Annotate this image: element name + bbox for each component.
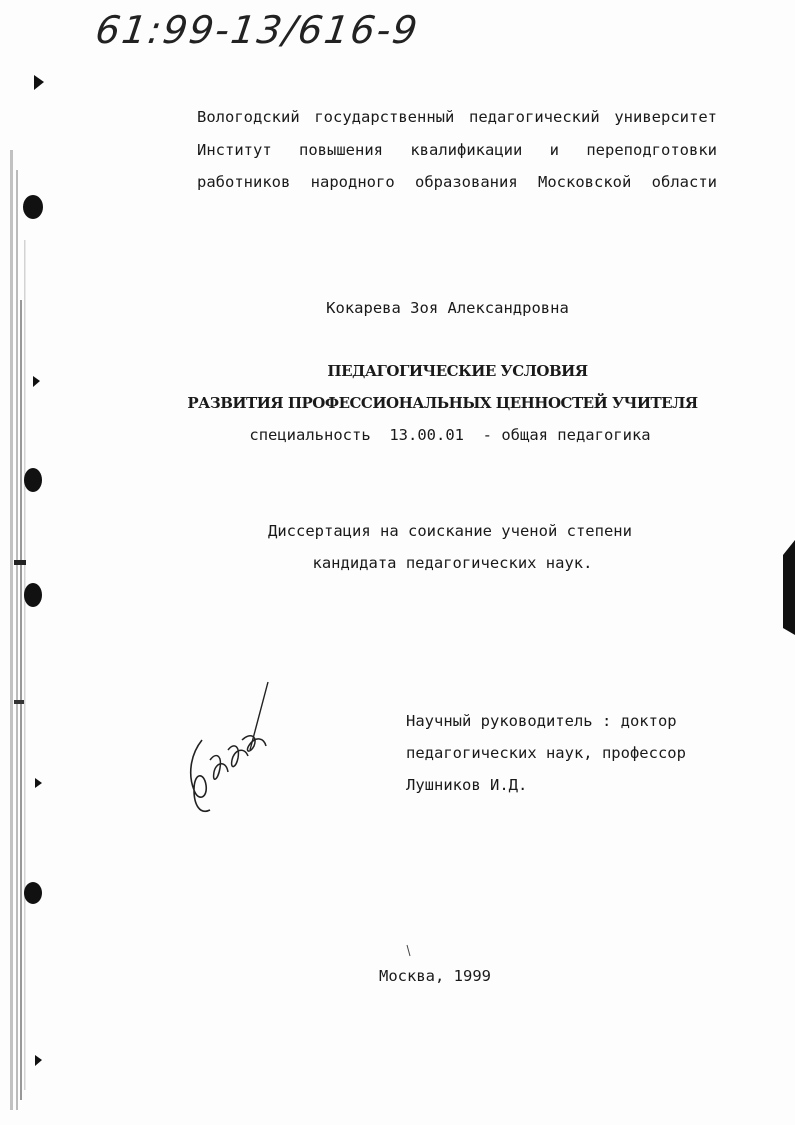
advisor-line-1: Научный руководитель : доктор bbox=[406, 712, 677, 730]
advisor-line-2: педагогических наук, профессор bbox=[406, 744, 686, 762]
specialty: специальность 13.00.01 - общая педагогика bbox=[249, 426, 651, 444]
degree-line-1: Диссертация на соискание ученой степени bbox=[268, 522, 632, 540]
author-name: Кокарева Зоя Александровна bbox=[326, 299, 569, 317]
title-line-1: ПЕДАГОГИЧЕСКИЕ УСЛОВИЯ bbox=[327, 362, 588, 380]
advisor-line-3: Лушников И.Д. bbox=[406, 776, 528, 794]
place-and-year: Москва, 1999 bbox=[379, 967, 491, 985]
degree-line-2: кандидата педагогических наук. bbox=[312, 554, 593, 572]
archive-code: 61:99-13/616-9 bbox=[92, 8, 422, 52]
scan-tick-mark bbox=[406, 944, 412, 958]
institution-line-2: Институт повышения квалификации и переподготовки bbox=[197, 141, 717, 159]
institution-line-3: работников народного образования Московской области bbox=[197, 173, 717, 191]
handwritten-signature bbox=[180, 680, 280, 820]
institution-line-1: Вологодский государственный педагогический университет bbox=[197, 108, 717, 126]
title-line-2: РАЗВИТИЯ ПРОФЕССИОНАЛЬНЫХ ЦЕННОСТЕЙ УЧИТЕЛЯ bbox=[187, 394, 698, 412]
